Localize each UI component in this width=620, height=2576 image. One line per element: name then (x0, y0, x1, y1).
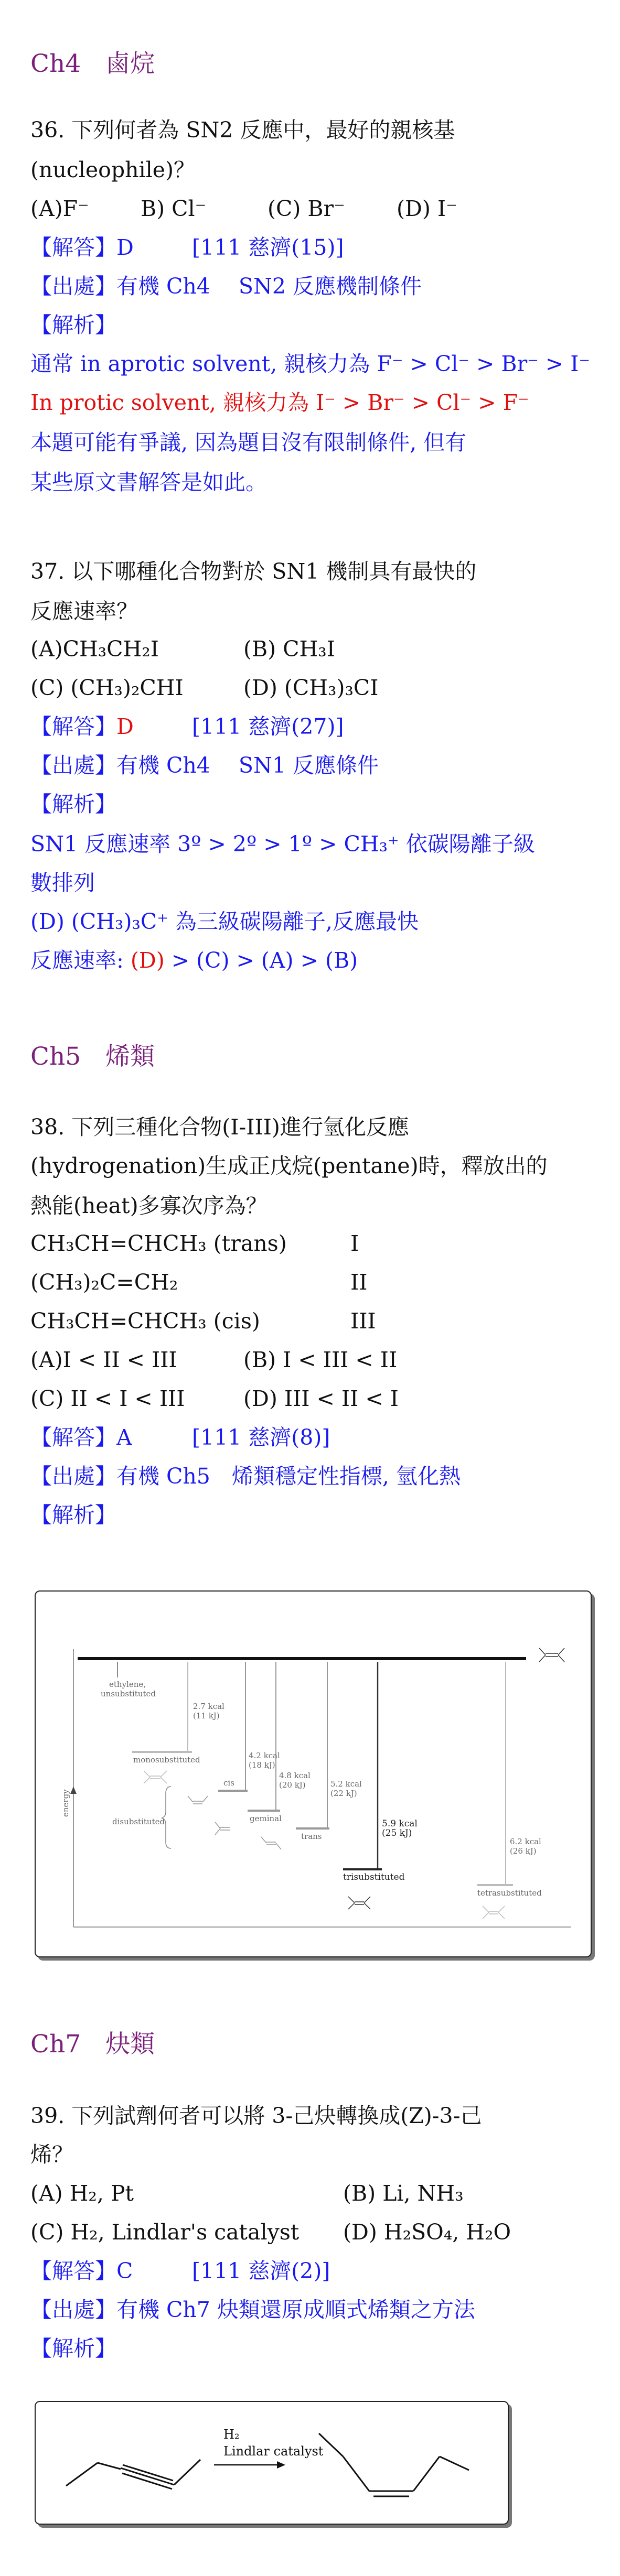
q37-stem-line2: 反應速率？ (30, 599, 138, 624)
q37-expl-line1: SN1 反應速率 3º > 2º > 1º > CH₃⁺ 依碳陽離子級 (30, 831, 535, 857)
q38-compound-3 (30, 1307, 376, 1335)
q37-options-row1 (30, 635, 335, 663)
q39-source: 【出處】有機 Ch7 炔類還原成順式烯類之方法 (30, 2297, 475, 2322)
q38-stem-line1: 38. 下列三種化合物(I-III)進行氫化反應 (30, 1114, 409, 1140)
q37-expl-line2: 數排列 (30, 870, 95, 895)
geminal-label: geminal (250, 1814, 282, 1823)
q39-option-c: (C) H₂, Lindlar's catalyst (30, 2220, 300, 2245)
q37-expl4-prefix: 反應速率: (30, 948, 131, 973)
energy-mono-kcal: 2.7 kcal (193, 1702, 225, 1711)
q39-option-a: (A) H₂, Pt (30, 2181, 134, 2206)
q39-options-row1 (30, 2180, 464, 2207)
q36-options (30, 195, 457, 222)
q37-options-row2 (30, 674, 379, 701)
q36-option-b: B) Cl⁻ (141, 196, 207, 221)
q36-option-c: (C) Br⁻ (268, 196, 345, 221)
q36-stem-line2: (nucleophile)？ (30, 157, 195, 182)
q37-expl-label: 【解析】 (30, 792, 116, 817)
q37-option-b: (B) CH₃I (243, 636, 335, 662)
q36-option-a: (A)F⁻ (30, 196, 89, 221)
q37-expl4-suffix: > (C) > (A) > (B) (164, 948, 358, 973)
tetra-structure (483, 1906, 505, 1919)
energy-mono-kj: (11 kJ) (193, 1711, 220, 1720)
energy-diagram-svg (36, 1592, 591, 1956)
energy-axis-label: energy (61, 1789, 70, 1817)
q38-compound-2-num: II (350, 1270, 368, 1295)
energy-axis-arrow (70, 1787, 77, 1794)
q36-expl-line3: 本題可能有爭議, 因為題目沒有限制條件, 但有 (30, 430, 467, 455)
q39-option-b: (B) Li, NH₃ (343, 2181, 464, 2206)
q37-option-a: (A)CH₃CH₂I (30, 636, 159, 662)
q36-expl-line4: 某些原文書解答是如此。 (30, 470, 267, 495)
q39-option-d: (D) H₂SO₄, H₂O (343, 2220, 511, 2245)
di-label: disubstituted (112, 1817, 165, 1826)
chapter-title-ch7: Ch7 炔類 (30, 2030, 155, 2059)
q36-answer-label: 【解答】D (30, 235, 134, 260)
tri-structure (348, 1897, 370, 1909)
q37-answer-letter: D (116, 714, 134, 739)
q38-expl-label: 【解析】 (30, 1502, 116, 1528)
mono-structure (144, 1771, 167, 1783)
energy-geminal-kcal: 4.8 kcal (279, 1771, 311, 1780)
q36-source: 【出處】有機 Ch4 SN2 反應機制條件 (30, 274, 422, 299)
tri-label: trisubstituted (343, 1872, 405, 1882)
q38-option-a: (A)I < II < III (30, 1347, 177, 1372)
q38-answer-source: [111 慈濟(8)] (192, 1425, 330, 1450)
q38-compound-1 (30, 1230, 359, 1257)
q38-option-d: (D) III < II < I (243, 1386, 399, 1411)
ethylene-structure (539, 1648, 564, 1662)
q38-source: 【出處】有機 Ch5 烯類穩定性指標, 氫化熱 (30, 1464, 461, 1489)
q38-stem-line2: (hydrogenation)生成正戊烷(pentane)時，釋放出的 (30, 1153, 548, 1178)
hexyne-structure (66, 2460, 200, 2489)
mono-label: monosubstituted (133, 1755, 200, 1765)
q37-answer (30, 713, 344, 740)
q38-option-b: (B) I < III < II (243, 1347, 398, 1372)
q37-option-d: (D) (CH₃)₃CI (243, 675, 379, 700)
q38-stem-line3: 熱能(heat)多寡次序為？ (30, 1193, 268, 1218)
q38-compound-2 (30, 1269, 368, 1296)
cis-label: cis (223, 1778, 234, 1788)
ethylene-label: ethylene, (109, 1680, 146, 1689)
q38-compound-1-formula: CH₃CH=CHCH₃ (trans) (30, 1231, 287, 1256)
energy-trans-kcal: 5.2 kcal (330, 1779, 362, 1789)
q38-compound-3-num: III (350, 1308, 376, 1334)
q36-expl-line1: 通常 in aprotic solvent, 親核力為 F⁻ > Cl⁻ > Br⁻ > I⁻ (30, 351, 591, 376)
q38-answer-label: 【解答】A (30, 1425, 132, 1450)
q36-answer (30, 234, 344, 261)
energy-tri-kj: (25 kJ) (382, 1828, 412, 1838)
q37-expl4-highlight: (D) (130, 948, 165, 973)
q39-expl-label: 【解析】 (30, 2336, 116, 2361)
q37-expl-line3: (D) (CH₃)₃C⁺ 為三級碳陽離子,反應最快 (30, 909, 419, 934)
q37-stem-line1: 37. 以下哪種化合物對於 SN1 機制具有最快的 (30, 559, 477, 584)
q39-answer (30, 2257, 330, 2285)
tetra-label: tetrasubstituted (477, 1888, 542, 1898)
q36-answer-source: [111 慈濟(15)] (192, 235, 344, 260)
q36-expl-line2: In protic solvent, 親核力為 I⁻ > Br⁻ > Cl⁻ > F⁻ (30, 390, 529, 415)
q38-options-row2 (30, 1385, 399, 1412)
q37-source: 【出處】有機 Ch4 SN1 反應條件 (30, 753, 379, 778)
q39-answer-source: [111 慈濟(2)] (192, 2258, 330, 2283)
reaction-arrowhead (277, 2461, 285, 2469)
trans-label: trans (301, 1832, 322, 1841)
q37-answer-label: 【解答】 (30, 714, 116, 739)
reaction-svg (36, 2402, 508, 2524)
energy-geminal-kj: (20 kJ) (279, 1780, 306, 1790)
energy-trans-kj: (22 kJ) (330, 1789, 357, 1798)
energy-cis-kcal: 4.2 kcal (249, 1751, 280, 1760)
q38-answer (30, 1424, 330, 1451)
q38-compound-3-formula: CH₃CH=CHCH₃ (cis) (30, 1308, 260, 1334)
cis-hexene-structure (319, 2433, 469, 2496)
q36-option-d: (D) I⁻ (397, 196, 457, 221)
energy-cis-kj: (18 kJ) (249, 1760, 275, 1770)
chapter-title-ch4: Ch4 鹵烷 (30, 49, 155, 78)
q38-compound-1-num: I (350, 1231, 359, 1256)
di-bracket (162, 1787, 171, 1848)
reagent-lindlar: Lindlar catalyst (223, 2444, 324, 2459)
q39-stem-line2: 烯？ (30, 2142, 73, 2167)
unsubstituted-label: unsubstituted (101, 1689, 156, 1698)
q38-compound-2-formula: (CH₃)₂C=CH₂ (30, 1270, 178, 1295)
q39-answer-label: 【解答】C (30, 2258, 133, 2283)
lindlar-reduction-diagram (35, 2401, 509, 2525)
q39-stem-line1: 39. 下列試劑何者可以將 3-己炔轉換成(Z)-3-己 (30, 2103, 482, 2128)
q37-option-c: (C) (CH₃)₂CHI (30, 675, 184, 700)
q38-options-row1 (30, 1346, 398, 1373)
q37-answer-source: [111 慈濟(27)] (192, 714, 344, 739)
q37-expl-line4 (30, 947, 358, 974)
q39-options-row2 (30, 2218, 511, 2246)
reagent-h2: H₂ (223, 2427, 240, 2442)
chapter-title-ch5: Ch5 烯類 (30, 1042, 155, 1071)
energy-tri-kcal: 5.9 kcal (382, 1819, 418, 1829)
energy-tetra-kj: (26 kJ) (510, 1846, 537, 1856)
energy-tetra-kcal: 6.2 kcal (510, 1837, 541, 1846)
q38-option-c: (C) II < I < III (30, 1386, 185, 1411)
q36-expl-label: 【解析】 (30, 312, 116, 338)
q36-stem-line1: 36. 下列何者為 SN2 反應中，最好的親核基 (30, 117, 455, 143)
alkene-stability-energy-diagram (35, 1590, 592, 1957)
